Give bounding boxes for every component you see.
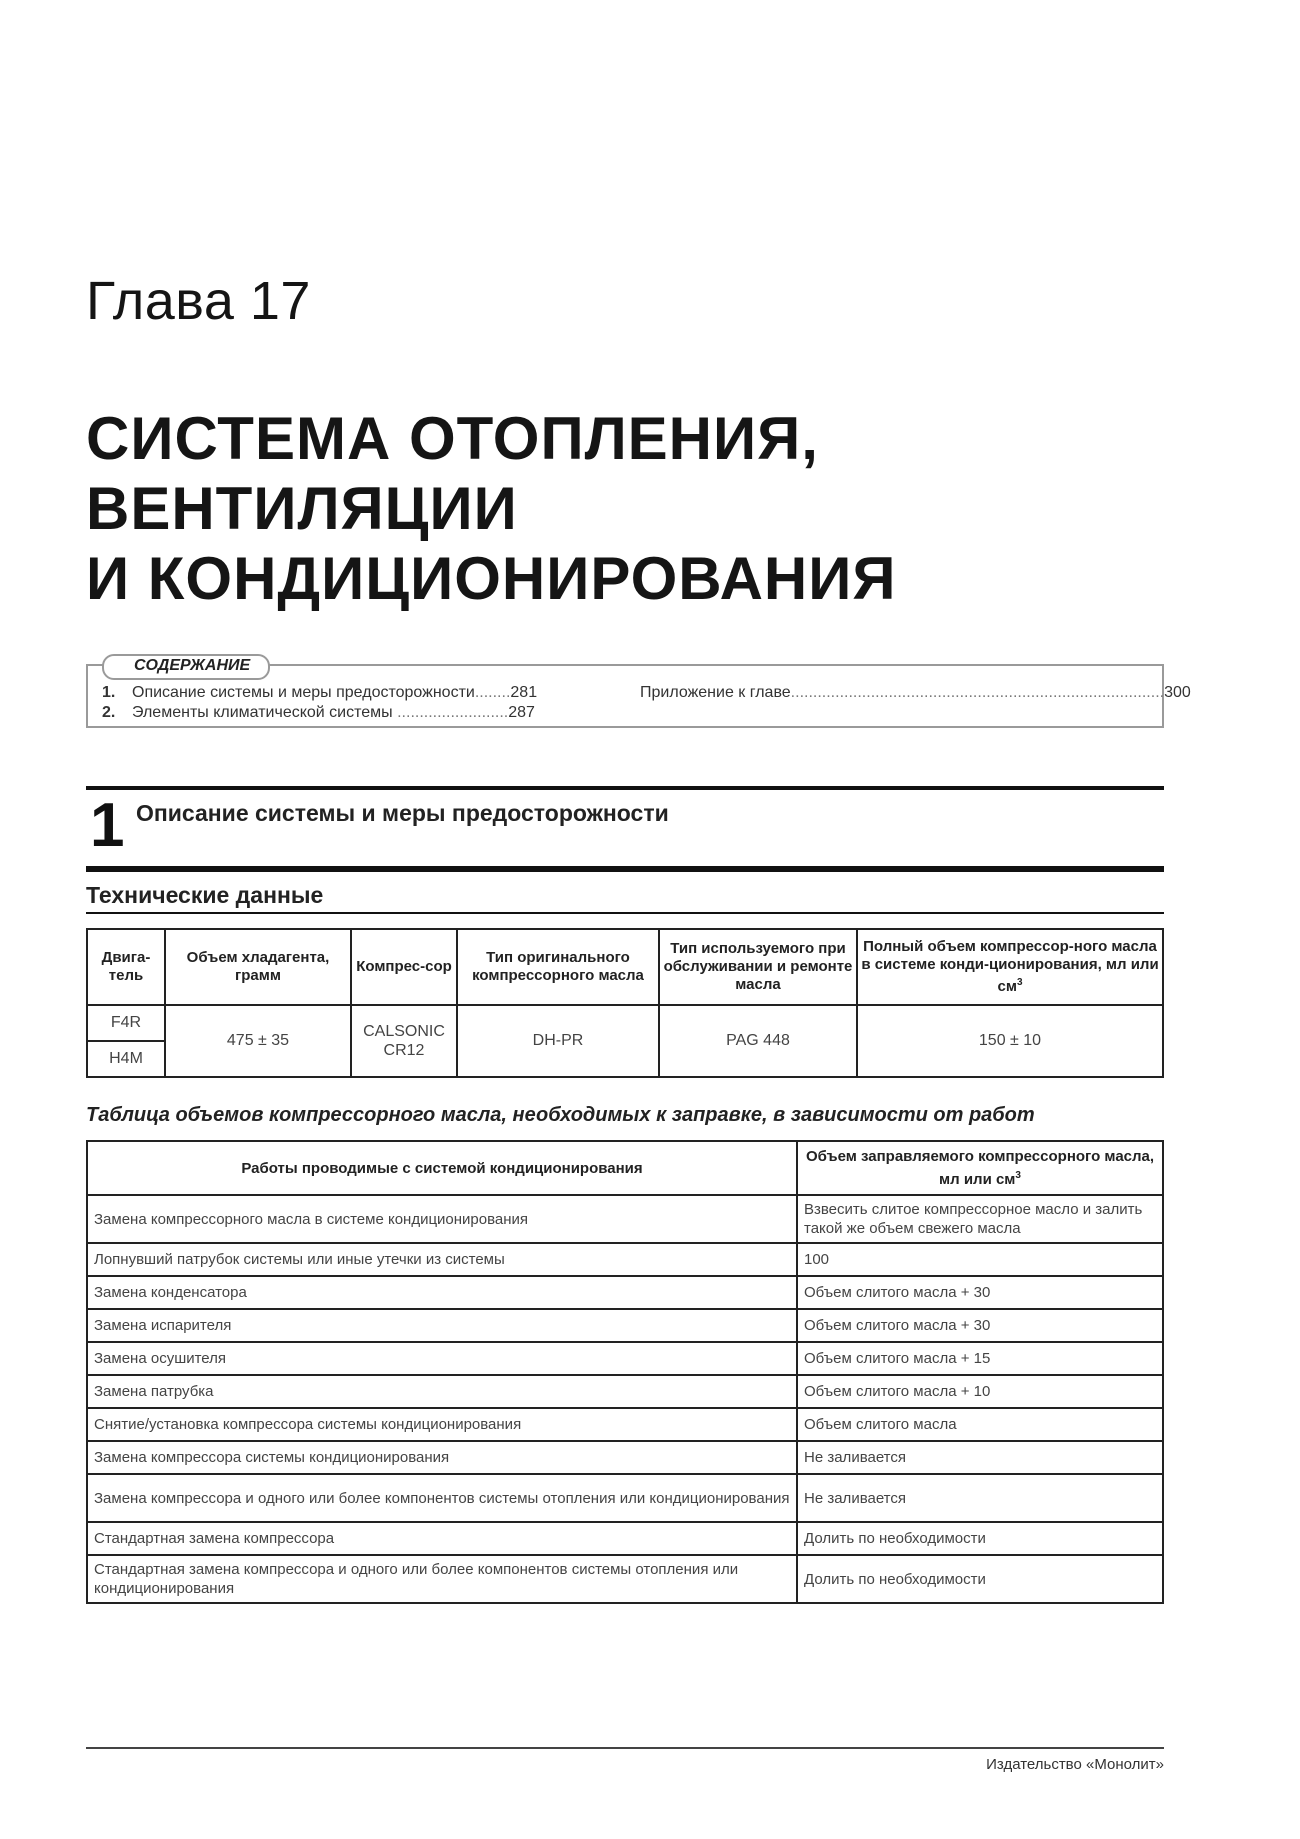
work-cell: Замена компрессора системы кондиционирования: [87, 1441, 797, 1474]
refrigerant-cell: 475 ± 35: [165, 1005, 351, 1077]
publisher-footer: Издательство «Монолит»: [986, 1756, 1164, 1773]
table-header-row: [87, 1141, 1163, 1195]
header-total-volume: [857, 929, 1163, 1005]
oil-volume-table: [86, 1140, 1164, 1604]
table-row: [87, 1474, 1163, 1522]
toc-item-text: Приложение к главе: [640, 684, 791, 701]
toc-item-leader: ........: [474, 684, 511, 701]
table-row: [87, 1522, 1163, 1555]
header-compressor: Компрес-сор: [351, 929, 457, 1005]
work-cell: Замена конденсатора: [87, 1276, 797, 1309]
table-row: [87, 1375, 1163, 1408]
unit-superscript: 3: [1015, 1170, 1021, 1181]
work-cell: Замена патрубка: [87, 1375, 797, 1408]
toc-item-leader: ....................................................................................: [790, 684, 1165, 701]
work-cell: Замена испарителя: [87, 1309, 797, 1342]
chapter-title-line: И КОНДИЦИОНИРОВАНИЯ: [86, 545, 897, 612]
chapter-title-line: СИСТЕМА ОТОПЛЕНИЯ,: [86, 405, 819, 472]
toc-item[interactable]: [102, 684, 537, 702]
tech-data-table: [86, 928, 1164, 1078]
engine-cell: H4M: [87, 1041, 165, 1077]
header-total-volume-text: Полный объем компрессор-ного масла в системе конди-ционирования, мл или см: [861, 938, 1159, 995]
page: [86, 0, 1191, 1839]
volume-cell: Долить по необходимости: [797, 1555, 1163, 1603]
volume-cell: Объем слитого масла + 30: [797, 1276, 1163, 1309]
chapter-heading: Глава 17: [86, 271, 311, 331]
table-row: [87, 1276, 1163, 1309]
table-row: [87, 1309, 1163, 1342]
original-oil-cell: DH-PR: [457, 1005, 659, 1077]
volume-cell: Объем слитого масла + 15: [797, 1342, 1163, 1375]
volume-cell: Объем слитого масла + 30: [797, 1309, 1163, 1342]
toc-label: СОДЕРЖАНИЕ: [102, 654, 270, 680]
toc-item-text: Описание системы и меры предосторожности: [132, 684, 475, 701]
volume-cell: Долить по необходимости: [797, 1522, 1163, 1555]
header-original-oil: Тип оригинального компрессорного масла: [457, 929, 659, 1005]
volume-cell: Объем слитого масла + 10: [797, 1375, 1163, 1408]
volume-cell: Взвесить слитое компрессорное масло и залить такой же объем свежего масла: [797, 1195, 1163, 1243]
work-cell: Замена осушителя: [87, 1342, 797, 1375]
unit-superscript: 3: [1016, 977, 1023, 988]
toc-item[interactable]: [102, 704, 535, 722]
table-row: [87, 1195, 1163, 1243]
work-cell: Замена компрессора и одного или более компонентов системы отопления или кондиционирования: [87, 1474, 797, 1522]
toc-item-number: 1.: [102, 684, 116, 701]
work-cell: Стандартная замена компрессора: [87, 1522, 797, 1555]
work-cell: Снятие/установка компрессора системы кондиционирования: [87, 1408, 797, 1441]
section-number: 1: [90, 791, 125, 860]
header-service-oil: Тип используемого при обслуживании и ремонте масла: [659, 929, 857, 1005]
oil-table-caption: Таблица объемов компрессорного масла, необходимых к заправке, в зависимости от работ: [86, 1104, 1035, 1126]
chapter-title: [86, 404, 897, 614]
toc-item-number: 2.: [102, 704, 116, 721]
subsection-title: Технические данные: [86, 882, 324, 908]
toc-item-page: 281: [510, 684, 538, 701]
table-header-row: [87, 929, 1163, 1005]
toc-item-text: Элементы климатической системы: [132, 704, 393, 721]
table-row: [87, 1243, 1163, 1276]
table-row: [87, 1342, 1163, 1375]
header-work: Работы проводимые с системой кондиционирования: [87, 1141, 797, 1195]
table-row: [87, 1005, 1163, 1041]
table-row: [87, 1555, 1163, 1603]
volume-cell: Не заливается: [797, 1474, 1163, 1522]
toc-item-leader: .........................: [392, 704, 509, 721]
section-title: Описание системы и меры предосторожности: [136, 800, 669, 826]
engine-cell: F4R: [87, 1005, 165, 1041]
service-oil-cell: PAG 448: [659, 1005, 857, 1077]
total-volume-cell: 150 ± 10: [857, 1005, 1163, 1077]
header-refrigerant: Объем хладагента, грамм: [165, 929, 351, 1005]
section-rule-bottom: [86, 866, 1164, 872]
work-cell: Стандартная замена компрессора и одного или более компонентов системы отопления или кондиционирования: [87, 1555, 797, 1603]
work-cell: Лопнувший патрубок системы или иные утечки из системы: [87, 1243, 797, 1276]
header-oil-volume-text: Объем заправляемого компрессорного масла, мл или см: [805, 1148, 1155, 1188]
footer-rule: [86, 1747, 1164, 1749]
table-row: [87, 1408, 1163, 1441]
toc-item[interactable]: [640, 684, 1191, 702]
compressor-cell: CALSONIC CR12: [351, 1005, 457, 1077]
toc-item-page: 300: [1164, 684, 1191, 701]
work-cell: Замена компрессорного масла в системе кондиционирования: [87, 1195, 797, 1243]
section-rule-top: [86, 786, 1164, 790]
header-oil-volume: [797, 1141, 1163, 1195]
header-engine: Двига-тель: [87, 929, 165, 1005]
volume-cell: 100: [797, 1243, 1163, 1276]
table-of-contents: [86, 657, 1191, 728]
volume-cell: Объем слитого масла: [797, 1408, 1163, 1441]
chapter-title-line: ВЕНТИЛЯЦИИ: [86, 475, 518, 542]
volume-cell: Не заливается: [797, 1441, 1163, 1474]
toc-item-page: 287: [508, 704, 535, 721]
table-row: [87, 1441, 1163, 1474]
subsection-rule: [86, 912, 1164, 914]
